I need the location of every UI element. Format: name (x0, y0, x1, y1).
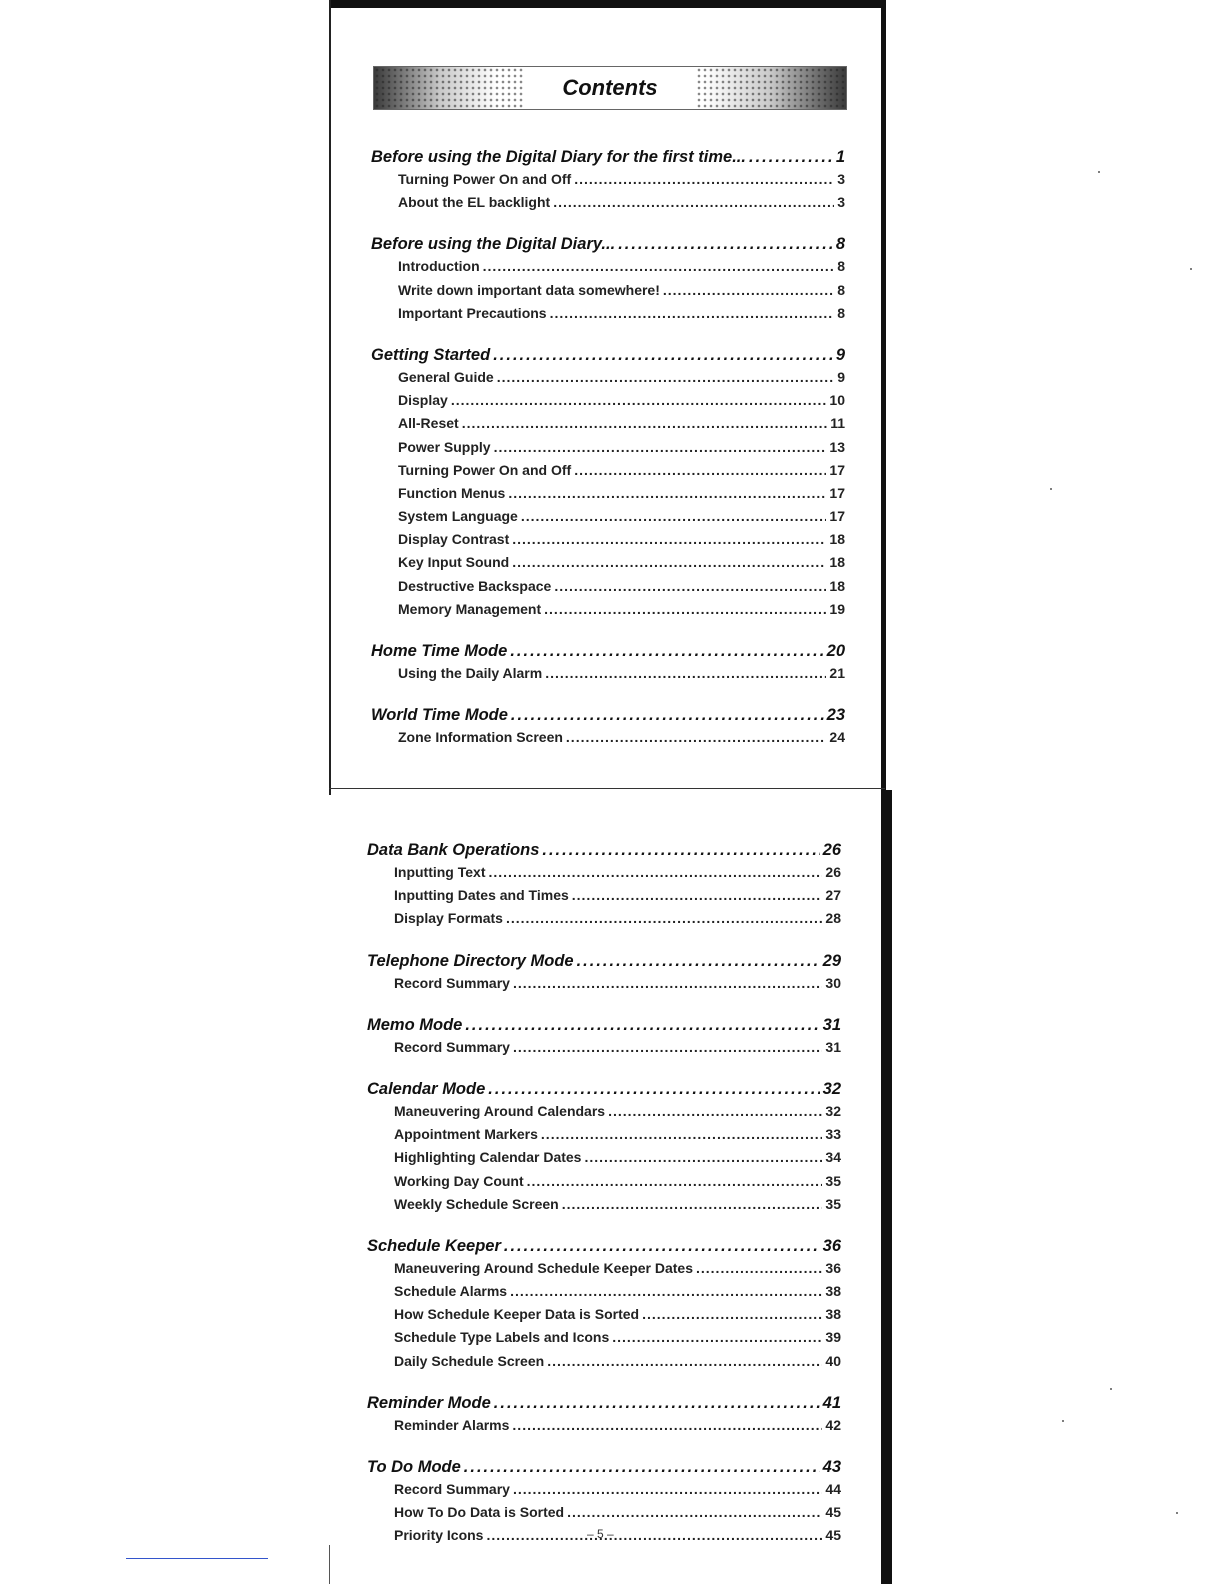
toc-dot-leader (521, 508, 827, 524)
toc-entry-page: 24 (829, 729, 845, 746)
toc-entry-page: 36 (825, 1259, 841, 1276)
toc-entry-page: 17 (829, 508, 845, 525)
toc-dot-leader (663, 282, 834, 298)
toc-entry[interactable] (371, 194, 845, 217)
scan-speck (1176, 1512, 1178, 1514)
toc-entry[interactable] (367, 1481, 841, 1504)
toc-entry-page: 13 (829, 438, 845, 455)
toc-entry-title: Function Menus (398, 484, 506, 501)
toc-entry-title: Schedule Alarms (394, 1283, 508, 1300)
toc-heading-page: 31 (822, 1015, 841, 1034)
toc-entry[interactable] (371, 508, 845, 531)
toc-heading-page: 1 (835, 148, 845, 166)
toc-section (367, 833, 841, 934)
toc-dot-leader (486, 1527, 822, 1543)
toc-heading-page: 32 (822, 1079, 841, 1098)
toc-dot-leader (542, 841, 819, 860)
toc-entry-title: Record Summary (394, 1038, 510, 1055)
scan-speck (1062, 1420, 1064, 1422)
toc-section-heading[interactable] (371, 227, 845, 258)
toc-entry-title: Important Precautions (398, 304, 547, 321)
toc-entry-page: 42 (825, 1416, 841, 1433)
toc-dot-leader (513, 1039, 822, 1055)
toc-entry-title: Reminder Alarms (394, 1416, 510, 1433)
toc-dot-leader (696, 1260, 822, 1276)
toc-dot-leader (483, 258, 835, 274)
toc-dot-leader (541, 1126, 823, 1142)
toc-section (371, 227, 845, 328)
toc-section (367, 1386, 841, 1440)
toc-dot-leader (513, 1481, 822, 1497)
toc-entry[interactable] (371, 729, 845, 752)
toc-dot-leader (574, 171, 834, 187)
toc-section (371, 634, 845, 688)
toc-section-heading[interactable] (367, 1386, 841, 1417)
toc-dot-leader (488, 1080, 819, 1099)
scan-speck (1110, 1388, 1112, 1390)
toc-section-heading[interactable] (371, 698, 845, 729)
toc-section (367, 1008, 841, 1062)
toc-entry[interactable] (371, 531, 845, 554)
toc-dot-leader (618, 235, 833, 254)
toc-entry[interactable] (371, 554, 845, 577)
toc-entry[interactable] (371, 601, 845, 624)
toc-entry[interactable] (367, 1283, 841, 1306)
toc-entry[interactable] (367, 1417, 841, 1440)
toc-dot-leader (612, 1329, 822, 1345)
toc-section-heading[interactable] (367, 1229, 841, 1260)
toc-dot-leader (567, 1504, 822, 1520)
toc-entry[interactable] (371, 485, 845, 508)
toc-dot-leader (494, 1394, 820, 1413)
toc-entry-title: Highlighting Calendar Dates (394, 1149, 582, 1166)
toc-section (367, 1229, 841, 1376)
scan-top-border (330, 0, 886, 8)
toc-dot-leader (642, 1306, 822, 1322)
toc-dot-leader (562, 1196, 823, 1212)
toc-entry-title: System Language (398, 508, 518, 525)
page-number: – 5 – (587, 1527, 614, 1541)
toc-entry-title: Turning Power On and Off (398, 461, 572, 478)
toc-entry-title: Working Day Count (394, 1172, 524, 1189)
toc-entry-page: 34 (825, 1149, 841, 1166)
toc-dot-leader (572, 887, 823, 903)
toc-dot-leader (512, 554, 826, 570)
toc-entry-title: Appointment Markers (394, 1126, 538, 1143)
toc-section (367, 1072, 841, 1219)
toc-entry-title: Maneuvering Around Calendars (394, 1102, 606, 1119)
toc-entry[interactable] (371, 369, 845, 392)
toc-entry-page: 10 (829, 392, 845, 409)
toc-entry-page: 45 (825, 1504, 841, 1521)
toc-entry-page: 17 (829, 484, 845, 501)
toc-heading-page: 9 (835, 345, 845, 364)
toc-entry[interactable] (371, 392, 845, 415)
toc-entry-title: Weekly Schedule Screen (394, 1195, 559, 1212)
toc-entry-page: 35 (825, 1195, 841, 1212)
scan-blue-line (126, 1558, 268, 1559)
toc-entry-page: 11 (830, 415, 845, 432)
toc-dot-leader (512, 1417, 822, 1433)
toc-entry[interactable] (367, 1260, 841, 1283)
toc-entry-page: 18 (829, 577, 845, 594)
toc-entry-title: Destructive Backspace (398, 577, 552, 594)
toc-dot-leader (510, 1283, 822, 1299)
toc-entry[interactable] (371, 305, 845, 328)
toc-entry[interactable] (367, 1173, 841, 1196)
toc-entry-page: 3 (837, 194, 845, 211)
toc-entry[interactable] (371, 415, 845, 438)
toc-entry[interactable] (367, 864, 841, 887)
contents-list-top (371, 140, 845, 762)
toc-entry-title: Power Supply (398, 438, 491, 455)
toc-entry-title: Key Input Sound (398, 554, 510, 571)
toc-entry[interactable] (371, 439, 845, 462)
scan-speck (1098, 171, 1100, 173)
toc-dot-leader (554, 578, 826, 594)
toc-dot-leader (553, 194, 834, 210)
toc-entry[interactable] (367, 1353, 841, 1376)
page-divider (329, 788, 885, 789)
toc-entry-page: 27 (825, 887, 841, 904)
toc-dot-leader (550, 305, 835, 321)
toc-heading-page: 43 (822, 1458, 841, 1476)
toc-dot-leader (512, 531, 826, 547)
toc-entry-title: Priority Icons (394, 1527, 484, 1544)
toc-heading-page: 29 (822, 951, 841, 970)
toc-entry-page: 18 (829, 554, 845, 571)
toc-dot-leader (465, 1016, 819, 1035)
toc-section-heading[interactable] (367, 833, 841, 864)
toc-dot-leader (506, 910, 822, 926)
toc-entry-title: Display Contrast (398, 531, 510, 548)
toc-heading-title: Memo Mode (367, 1015, 463, 1034)
toc-heading-title: Before using the Digital Diary... (371, 235, 616, 254)
toc-section (371, 338, 845, 624)
toc-entry[interactable] (367, 887, 841, 910)
page-title: Contents (562, 75, 658, 100)
toc-entry-page: 38 (825, 1306, 841, 1323)
toc-heading-title: To Do Mode (367, 1458, 461, 1476)
toc-entry-title: How Schedule Keeper Data is Sorted (394, 1306, 640, 1323)
toc-heading-page: 23 (826, 706, 845, 725)
toc-entry-title: Turning Power On and Off (398, 171, 572, 187)
toc-entry[interactable] (367, 1329, 841, 1352)
toc-heading-page: 26 (822, 841, 841, 859)
toc-entry[interactable] (367, 910, 841, 933)
toc-dot-leader (494, 439, 827, 455)
toc-heading-page: 41 (822, 1393, 841, 1412)
toc-dot-leader (497, 369, 835, 385)
toc-entry[interactable] (367, 1196, 841, 1219)
toc-entry-title: Daily Schedule Screen (394, 1352, 545, 1369)
toc-entry-title: Inputting Text (394, 864, 486, 880)
scan-left-border (329, 0, 331, 795)
toc-entry-page: 19 (829, 600, 845, 617)
toc-entry[interactable] (367, 1103, 841, 1126)
toc-entry-page: 28 (825, 910, 841, 927)
toc-entry-title: Zone Information Screen (398, 729, 563, 746)
toc-heading-title: Data Bank Operations (367, 841, 540, 859)
toc-heading-title: Getting Started (371, 345, 491, 364)
toc-entry-title: Write down important data somewhere! (398, 281, 660, 298)
toc-entry-page: 17 (829, 461, 845, 478)
toc-entry-page: 30 (825, 974, 841, 991)
toc-entry-page: 35 (825, 1172, 841, 1189)
toc-dot-leader (510, 642, 823, 661)
toc-heading-title: Schedule Keeper (367, 1236, 501, 1255)
toc-dot-leader (511, 706, 824, 725)
toc-entry[interactable] (371, 462, 845, 485)
toc-entry-title: Memory Management (398, 600, 542, 617)
toc-dot-leader (493, 346, 833, 365)
toc-entry-title: How To Do Data is Sorted (394, 1504, 565, 1521)
toc-heading-page: 8 (835, 235, 845, 254)
scan-speck (1050, 488, 1052, 490)
toc-entry-page: 39 (825, 1329, 841, 1346)
toc-entry[interactable] (367, 975, 841, 998)
toc-section (371, 698, 845, 752)
toc-entry-page: 45 (825, 1527, 841, 1544)
toc-entry-page: 18 (829, 531, 845, 548)
contents-banner (373, 66, 847, 110)
toc-entry[interactable] (371, 282, 845, 305)
toc-entry[interactable] (371, 258, 845, 281)
toc-entry-title: Record Summary (394, 1481, 510, 1497)
toc-entry-title: Using the Daily Alarm (398, 665, 543, 681)
toc-entry[interactable] (371, 578, 845, 601)
toc-entry-title: Record Summary (394, 974, 510, 991)
toc-heading-title: Reminder Mode (367, 1393, 491, 1412)
toc-section-heading[interactable] (371, 338, 845, 369)
toc-dot-leader (464, 1458, 820, 1477)
toc-entry-page: 9 (837, 368, 845, 385)
toc-entry-title: All-Reset (398, 415, 459, 432)
toc-entry-page: 38 (825, 1283, 841, 1300)
toc-section-heading[interactable] (367, 1072, 841, 1103)
toc-dot-leader (547, 1353, 822, 1369)
toc-heading-page: 36 (822, 1236, 841, 1255)
toc-entry-page: 8 (837, 281, 845, 298)
toc-entry-page: 21 (829, 665, 845, 681)
toc-entry-title: Inputting Dates and Times (394, 887, 569, 904)
toc-entry[interactable] (367, 1306, 841, 1329)
toc-entry[interactable] (371, 665, 845, 688)
toc-dot-leader (451, 392, 827, 408)
toc-section-heading[interactable] (367, 1450, 841, 1481)
toc-entry[interactable] (367, 1504, 841, 1527)
toc-section-heading[interactable] (367, 944, 841, 975)
toc-dot-leader (749, 148, 833, 167)
toc-heading-title: Telephone Directory Mode (367, 951, 574, 970)
toc-dot-leader (577, 952, 820, 971)
toc-entry-page: 26 (825, 864, 841, 880)
toc-entry-title: Display Formats (394, 910, 503, 927)
toc-section-heading[interactable] (367, 1008, 841, 1039)
toc-section (367, 944, 841, 998)
toc-dot-leader (489, 864, 823, 880)
toc-section-heading[interactable] (371, 634, 845, 665)
toc-entry-page: 3 (837, 171, 845, 187)
toc-entry-page: 8 (837, 304, 845, 321)
scan-speck (1190, 268, 1192, 270)
toc-entry-title: Introduction (398, 258, 480, 275)
toc-section (371, 140, 845, 217)
toc-dot-leader (462, 415, 828, 431)
toc-section-heading[interactable] (371, 140, 845, 171)
toc-entry-page: 33 (825, 1126, 841, 1143)
toc-dot-leader (566, 729, 827, 745)
toc-dot-leader (527, 1173, 823, 1189)
toc-dot-leader (504, 1237, 820, 1256)
toc-dot-leader (608, 1103, 822, 1119)
toc-entry[interactable] (367, 1126, 841, 1149)
toc-entry-page: 32 (825, 1102, 841, 1119)
toc-dot-leader (513, 975, 822, 991)
toc-entry-title: General Guide (398, 368, 494, 385)
toc-heading-title: World Time Mode (371, 706, 508, 725)
toc-entry-title: About the EL backlight (398, 194, 551, 211)
scan-right-border-lower (886, 790, 892, 1584)
toc-entry-title: Schedule Type Labels and Icons (394, 1329, 610, 1346)
toc-dot-leader (508, 485, 826, 501)
toc-entry[interactable] (367, 1039, 841, 1062)
toc-heading-title: Home Time Mode (371, 642, 508, 660)
toc-dot-leader (584, 1149, 822, 1165)
toc-entry[interactable] (371, 171, 845, 194)
toc-dot-leader (545, 665, 826, 681)
toc-heading-title: Calendar Mode (367, 1079, 486, 1098)
toc-entry-title: Maneuvering Around Schedule Keeper Dates (394, 1259, 693, 1276)
toc-heading-page: 20 (826, 642, 845, 660)
toc-dot-leader (544, 601, 826, 617)
toc-entry-page: 44 (825, 1481, 841, 1497)
scan-left-tick (329, 1545, 330, 1584)
toc-entry[interactable] (367, 1149, 841, 1172)
contents-list-bottom (367, 833, 841, 1561)
toc-entry-page: 31 (825, 1038, 841, 1055)
toc-entry-page: 40 (825, 1352, 841, 1369)
toc-dot-leader (574, 462, 826, 478)
toc-heading-title: Before using the Digital Diary for the first time... (371, 148, 746, 166)
toc-entry-title: Display (398, 392, 448, 409)
toc-entry-page: 8 (837, 258, 845, 275)
